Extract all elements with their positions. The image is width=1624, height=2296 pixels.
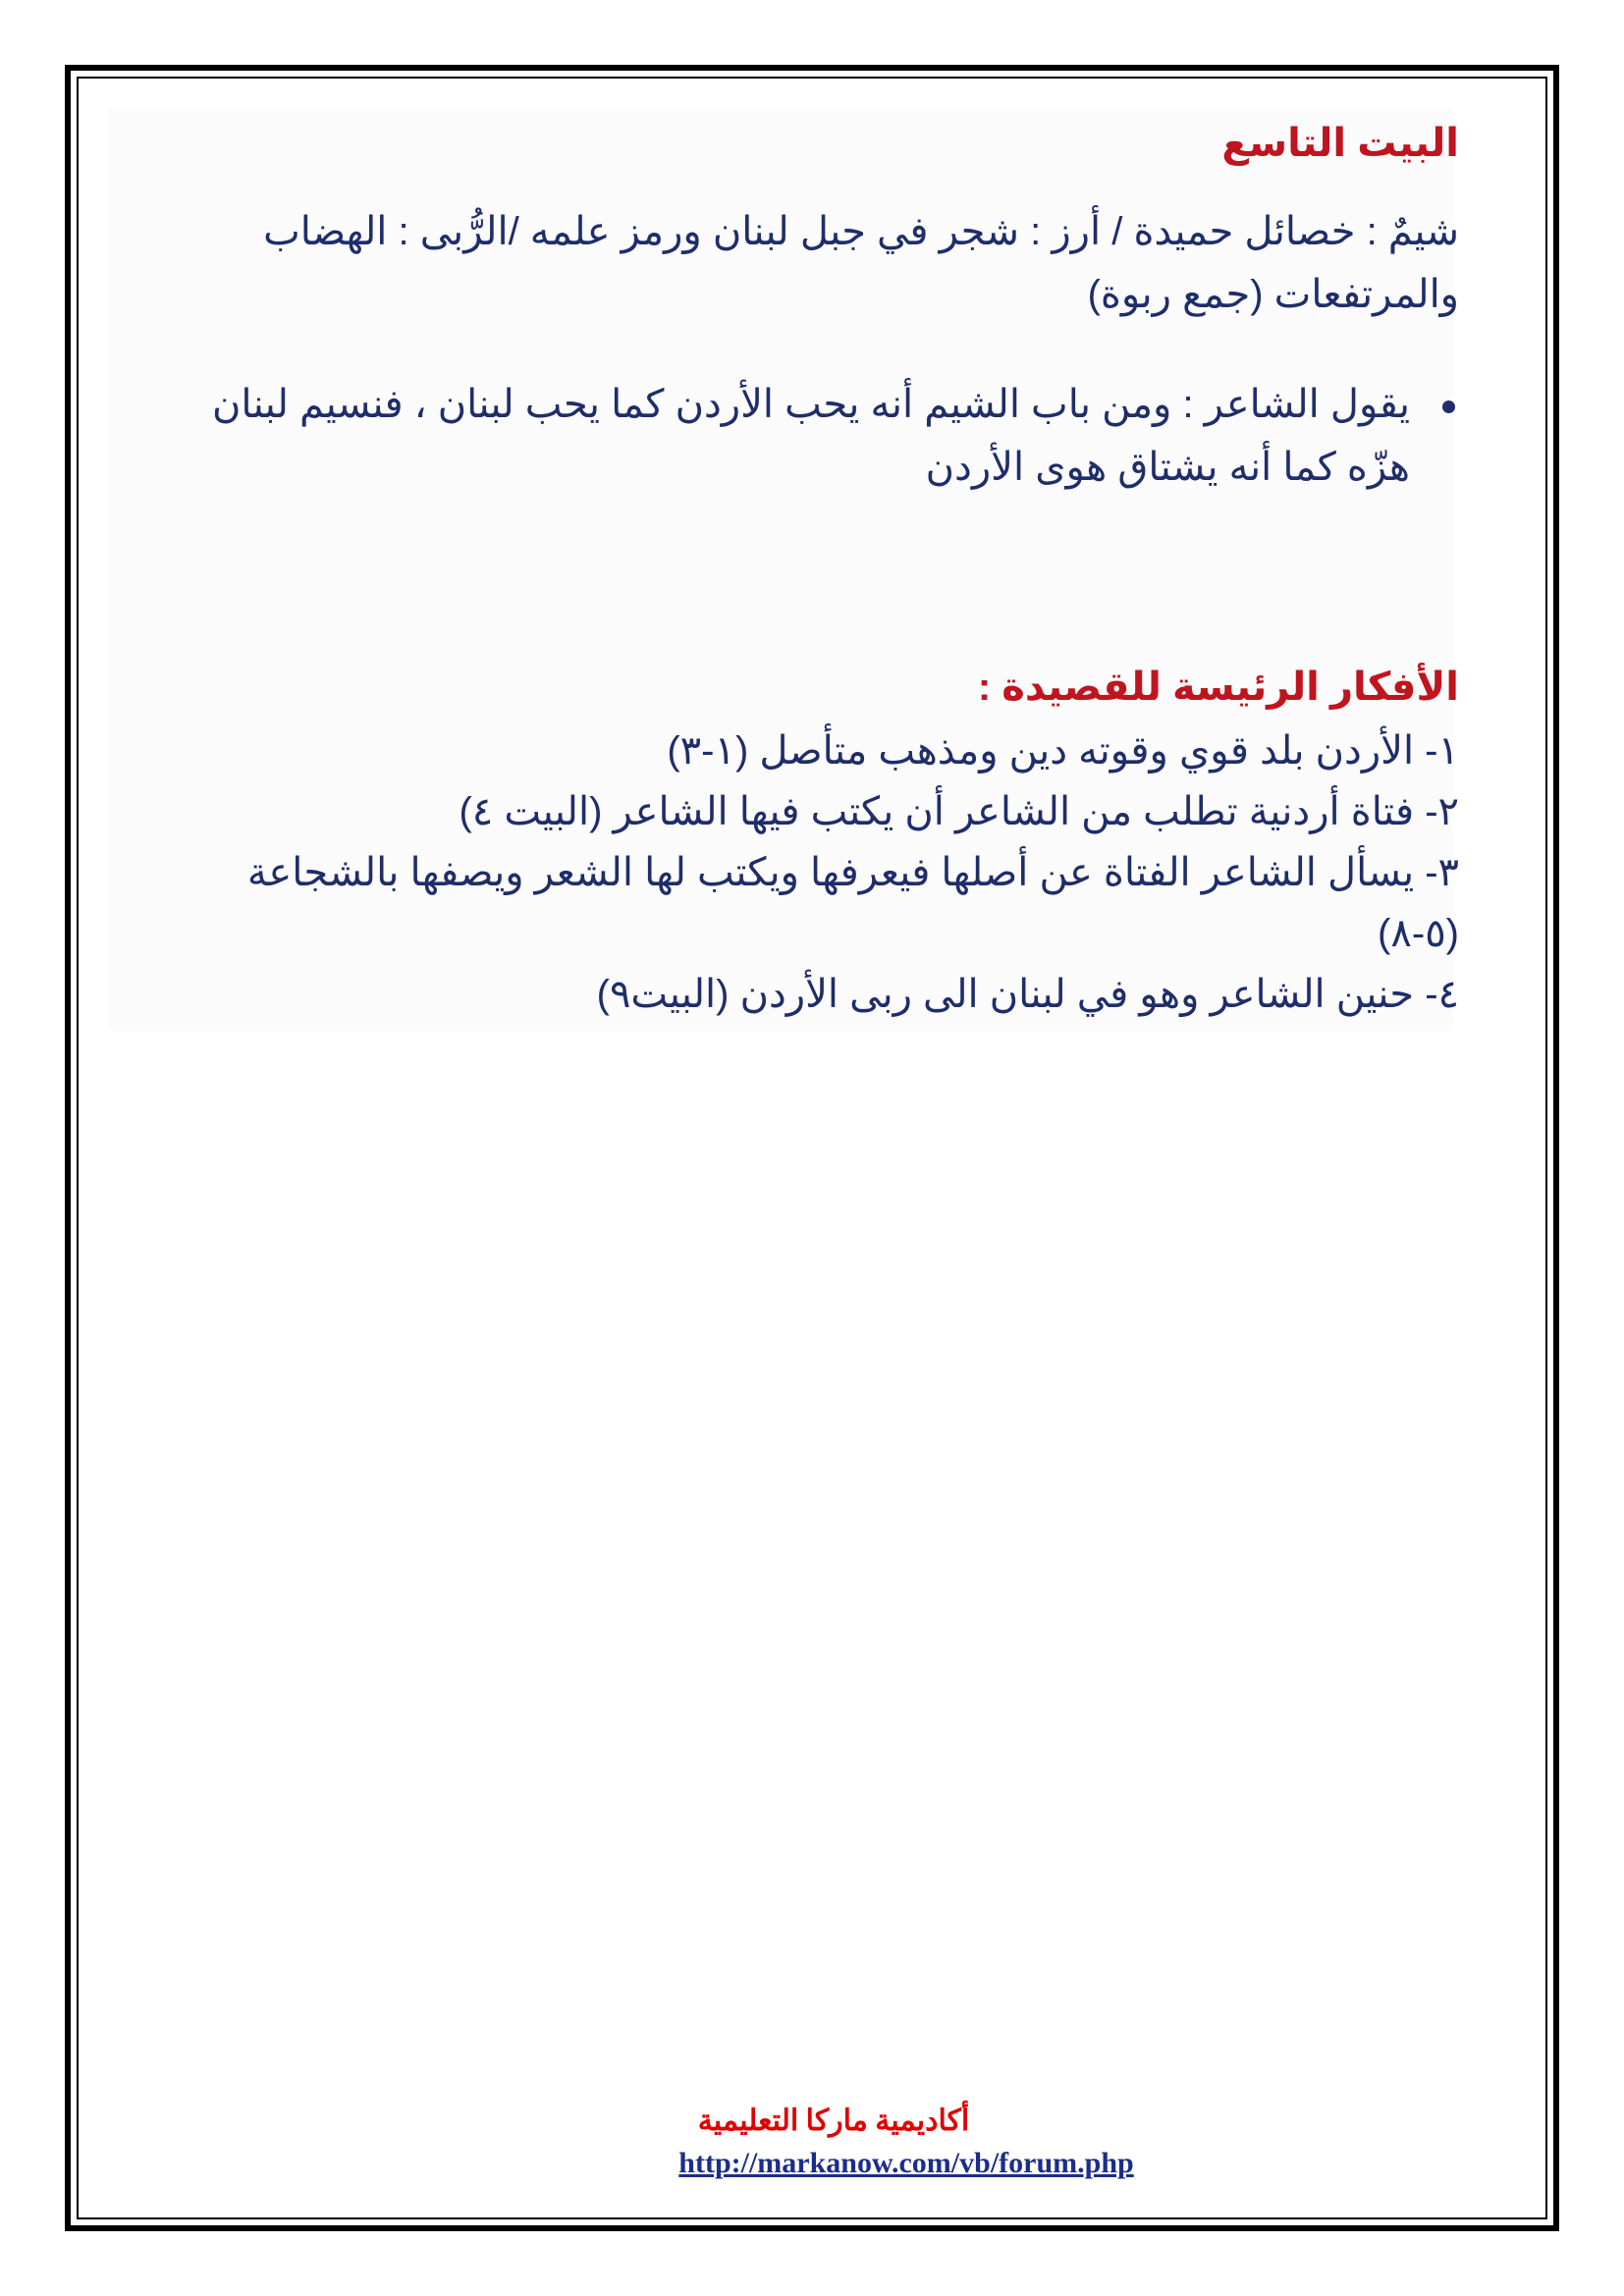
bullet-item xyxy=(165,373,1459,499)
idea-item: ١- الأردن بلد قوي وقوته دين ومذهب متأصل (١-٣) xyxy=(667,729,1459,773)
footer-academy-name: أكاديمية ماركا التعليمية xyxy=(697,2105,970,2137)
glossary-text: شيمٌ : خصائل حميدة / أرز : شجر في جبل لبنان ورمز علمه /الرُّبى : الهضاب والمرتفعات (جمع ربوة) xyxy=(263,210,1459,316)
ideas-list xyxy=(183,721,1459,1025)
footer-url-link[interactable]: http://markanow.com/vb/forum.php xyxy=(678,2147,1134,2179)
idea-item: ٢- فتاة أردنية تطلب من الشاعر أن يكتب فيها الشاعر (البيت ٤) xyxy=(459,790,1459,833)
idea-item: ٣- يسأل الشاعر الفتاة عن أصلها فيعرفها ويكتب لها الشعر ويصفها بالشجاعة (٥-٨) xyxy=(246,851,1459,955)
page-content xyxy=(143,116,1459,1025)
idea-item: ٤- حنين الشاعر وهو في لبنان الى ربى الأردن (البيت٩) xyxy=(596,973,1459,1016)
bullet-list xyxy=(143,373,1459,499)
bullet-dot-icon xyxy=(1442,400,1455,413)
bullet-text: يقول الشاعر : ومن باب الشيم أنه يحب الأردن كما يحب لبنان ، فنسيم لبنان هزّه كما أنه يشتاق هوى الأردن xyxy=(212,383,1410,489)
section-title: البيت التاسع xyxy=(1221,122,1459,165)
ideas-title: الأفكار الرئيسة للقصيدة : xyxy=(977,666,1459,709)
